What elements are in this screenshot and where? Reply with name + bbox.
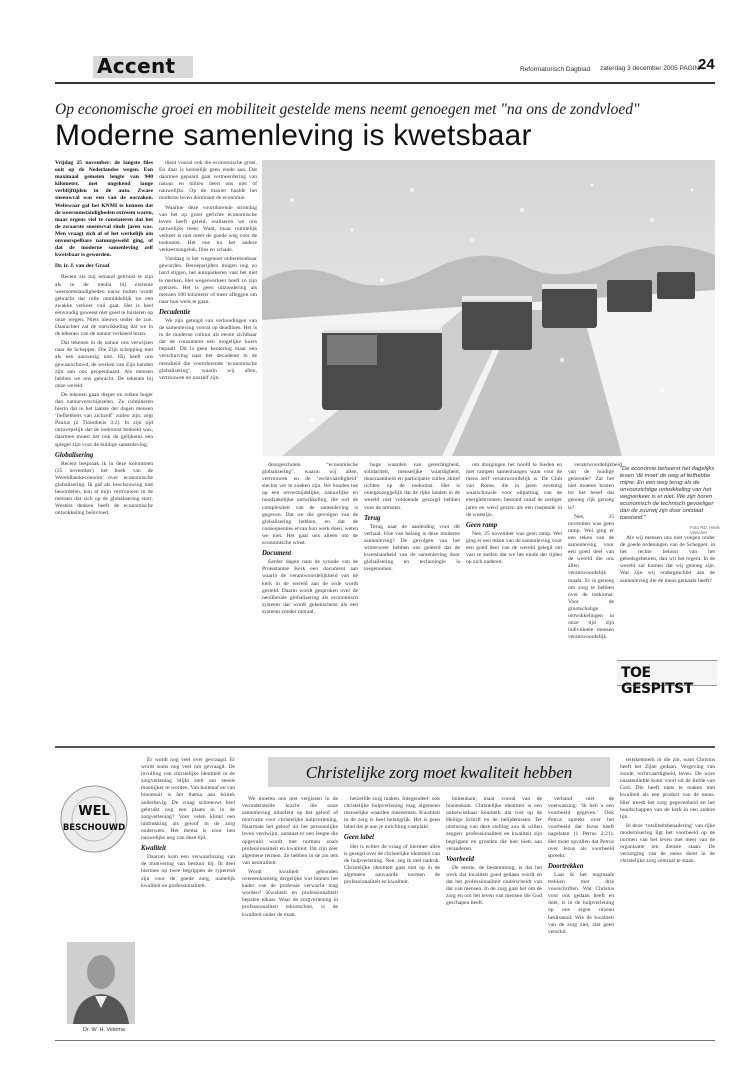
subheading-doortrekken: Doortrekken xyxy=(548,862,584,870)
paragraph: Daarom kom een verwaarlozing van de motivering van bestuur bij. Ik deel hiermee op twee begrippen de typerend zijn voor de goede zorg, namelijk kwaliteit en professionaliteit. xyxy=(141,854,235,889)
bottom-rule xyxy=(55,1040,715,1041)
paragraph: Nee, 25 november was geen ramp. Wel ging er een teken van de samenleving voor een goed deel van de wereld die ons allen verantwoordelijk maakt. Er is genoeg om zorg te hebben over de toekomst. Voor de grootschalige ontwikkelingen in onze tijd zijn individuele mensen verantwoordelijk. xyxy=(568,513,614,641)
article-column-1 xyxy=(55,160,153,740)
article-column-6 xyxy=(568,462,622,740)
paragraph: Eerder dagen nam de synode van de Protestantse Kerk een document aan waarin de verantwoordelijkheid van de kerk in de wereld aan de orde wordt gesteld. Daarin wordt gesproken over de neoliberale globalisering als economisch systeem dat wordt gekenschetst als een systeem zonder moraal. xyxy=(262,559,358,615)
photo-credit: Foto RD, Henk Visscher xyxy=(690,525,720,535)
subheading-decadentie: Decadentie xyxy=(159,308,191,316)
paragraph: De eerste, de bestemming, is dat het werk dat kwaliteit goed gedaan wordt en dat het professionaliteit onderscheidt van dat van mensen. In de zorg gaat het om de zorg en om het leven van mensen die God geschapen heeft. xyxy=(446,864,542,907)
paper-name: Reformatorisch Dagblad xyxy=(520,66,591,73)
paragraph: Terug naar de aanleiding voor dit verhaal. Hoe van belang is deze moderne samenleving? De gevolgen van het winterweer hebben ons geleerd dat de kwetsbaarheid van de samenleving door globalisering en technologie is toegenomen. xyxy=(364,523,460,573)
subheading-globalisering: Globalisering xyxy=(55,451,94,459)
column-col-1 xyxy=(141,757,235,1037)
column-title: Christelijke zorg moet kwaliteit hebben xyxy=(305,763,573,782)
paragraph: om dreigingen het hoofd te bieden en met rampen samenhangen waar voor de mens zelf verantwoordelijk is. De Club van Rome, die in jaren zeventig waarschuwde voor uitputting van de energiebronnen, bestond vanaf de zestiger jaren en werd gezien als een roepende in de woestijn. xyxy=(466,462,562,518)
author-portrait xyxy=(67,942,135,1024)
paragraph: hetzelfde zorg maken. Integendeel: ook christelijke hulpverlening mag algemeen menselijke waarden meenemen. Kwaliteit in de zorg is heel belangrijk. Het is geen label dat je aan je inrichting vastplakt. xyxy=(344,796,440,831)
article-photo-traffic-snow xyxy=(262,160,715,456)
subheading-kwaliteit: Kwaliteit xyxy=(141,845,166,853)
paragraph: dient vooral ook die economische groei. En daar is kennelijk geen einde aan. Dat daarmee gepaard gaat vermeerdering van natuur en milieu deert ons niet of nauwelijks. Op de manier haalde het moderne leven dominant de economie. xyxy=(159,160,257,202)
masthead xyxy=(55,52,715,82)
paragraph: De tekenen gaan dieper en reiken hoger dan natuurverschijnselen. Ze culmineren hierin dat in het laatste der dagen mensen ‘liefhebbers van zichzelf’ zullen zijn, zegt Paulus (2 Timotheüs 3:2). In zijn tijd ontwerpelijk dat de toekomst bedoeld was, daarmee moest het ook de gelijkenis een spiegel zijn voor de huidige samenleving. xyxy=(55,391,153,448)
article-kicker: Op economische groei en mobiliteit gestelde mens neemt genoegen met "na ons de zondvloed" xyxy=(55,101,640,118)
article-byline: Dr. ir. J. van der Graaf xyxy=(55,263,110,270)
subheading-voorbeeld: Voorbeeld xyxy=(446,855,474,863)
article-column-2 xyxy=(159,160,257,740)
paragraph: Recent zei mij iemand getroost te zijn als in de media bij extreme weersomstandigheden nauw buiten wordt gebracht dat rolle onmiddellijk tot een zwakke verkeer vuil gaat. Het is heel eenvoudig geweest niet goed te luisteren op onze wegen. Niets nieuws onder de zon. Daarachter zat de ontwikkeling dat we in de tekenen van de natuur verkeerd lezen. xyxy=(55,274,153,338)
wel-beschouwd-logo xyxy=(59,782,129,856)
subheading-terug: Terug xyxy=(364,514,381,522)
paragraph: Recent bespraak ik in deze kolommen (25 november) het boek van de Wereldbankeconoom over economische globalisering. Ik gaf als beschouwing niet beoordelen, kon al mijn vertrouwen in de mensen dat zich op de globalisering stort. Westers denken heeft de economische ontwikkeling beïnvloed. xyxy=(55,460,153,517)
paragraph: hoge waarden van gerechtigheid, solidariteit, menselijke waardigheid, duurzaamheid en participatie zullen aktief richten op de toekomst. Het is ontegenzeggelijk dat de rijke landen in de wereld niet voldoende gezorgd hebben voor de armsten. xyxy=(364,462,460,511)
traffic-jam-image xyxy=(262,160,715,456)
subheading-document: Document xyxy=(262,550,292,558)
paragraph: verband met de voetwassing: ‘Ik heb u een voorbeeld gegeven.’ Ook Petrus spreekt over het voorbeeld dat Jezus heeft nagelaten (1 Petrus 2:21). Het moet opvallen dat Petrus over Jezus als voorbeeld spreekt. xyxy=(548,796,614,859)
date-line: zaterdag 3 december 2005 PAGINA xyxy=(600,65,704,72)
article-column-3 xyxy=(262,462,358,740)
paragraph: buitenkant, maar vooral van de binnenkant. Christelijke identiteit is een onbetwistbaar kenmerk dat rust op de Heilige Schrift en de belijdenissen. Ter uitsturing van deze stelling zou ik willen zeggen: professionaliteit en kwaliteit zijn begrippen en gronden die hier niets aan veranderen. xyxy=(446,796,542,852)
logo-text-top: WEL xyxy=(78,804,110,819)
subheading-geen-ramp: Geen ramp xyxy=(466,521,498,529)
paragraph: Laat ik het nogmaals trekken met drie voorschriften. Wat Christus voor ons gedaan heeft en doet, is in de hulpverlening op ons eigen niveau beslissend. Wie de kwaliteit van de zorg ziet, ziet geen verschil. xyxy=(548,871,614,935)
paragraph: Nee, 25 november was geen ramp. Wel ging er een teken van de samenleving voor een goed deel van de wereld gelegd om vast te stellen dat we het einde der tijden op zich naderen. xyxy=(466,530,562,566)
article-headline: Moderne samenleving is kwetsbaar xyxy=(55,119,532,152)
paragraph: We moeten ons niet vergissen in de veronderstelde kracht die onze samenleving uitoefent op het geloof of motivatie voor christelijke hulpverlening. Naarmate het geloof uit het persoonlijke leven verdwijnt, ontstaat er een leegte die opgevuld wordt met normen zoals professionaliteit en kwaliteit. Dit zijn zeer algemene termen. Ze hebben in de zin iets van neutraliteit. xyxy=(242,796,338,866)
subheading-geen-label: Geen label xyxy=(344,834,375,842)
column-col-4 xyxy=(446,796,542,1036)
page-number: 24 xyxy=(698,56,715,73)
paragraph: Dat tekenen in de natuur ons verwijzen naar de Schepper. Die Zijn schepping met als een aanwezig niet. Hij heeft ons gewaarschuwd, de werken van Zijn handen zijn aan ons geopenbaard. Als mensen hebben we ons gebracht. De tekenen bij onze wereld. xyxy=(55,340,153,389)
article-column-4 xyxy=(364,462,460,740)
paragraph: Als wij mensen ons niet voegen onder de goede ordeningen van de Schepper, in het rechte beloon van het gebedsgebeuren, dan wil het regent. In de wereld zal komen dat wij genoeg zijn. Wat zijn wij ondergeschikt aan de samenleving die de mens gemaakt heeft? xyxy=(620,535,715,584)
paragraph: verantwoordelijkheid van de huidige generatie? Zal het niet moeten kosten tot het besef dat genoeg rijk genoeg is? xyxy=(568,462,622,511)
column-col-3 xyxy=(344,796,440,1036)
column-col-2 xyxy=(242,796,338,1036)
photo-caption: "De economie beheerst het dagelijks leven ‘dit moet’ de weg af liefhebbe mijne. En een weg terug als de onvoorzichtige ontwikkeling van het wegverkeer is er niet. We zijn horen economisch de technisch gevoeliger dan de zuurwij zijn door ontstaat toestand." xyxy=(620,466,715,521)
author-name: Dr. W. H. Velema xyxy=(83,1027,125,1033)
logo-text-bottom: BESCHOUWD xyxy=(62,823,126,833)
toegespitst-label: TOE GESPITST xyxy=(621,665,693,697)
paragraph: Vandaag is het wegennet onberekenbaar geworden. Beroepsrijders mogen nog zo hard stijgen, het autoparkeren vast het niet te merken. Het wegenverkeer heeft zo zijn grenzen. Het is geen uitzondering als mensen 100 kilometer of meer afleggen om naar hun werk te gaan. xyxy=(159,256,257,305)
article-column-5 xyxy=(466,462,562,740)
column-col-6 xyxy=(620,757,715,1037)
article-column-7 xyxy=(620,535,715,655)
paragraph: We zijn getuigd van verhoudingen van de samenleving vooral op deadlines. Het is in de moderne cultuur als eerste zichtbaar dat de consument een mogelijke koers bepaalt. Dit is geen kentering maar een verschuiving naar het decadente in de mensheid die voortdurende ‘economische globalisering’, waarin wij allen, vertrouwen en onszelf zijn. xyxy=(159,317,257,381)
paragraph: doorgeschoten “economische globalisering”, waarin wij allen, vertrouwen en de ‘rechtvaardigheid’ slechts ver te zoeken zijn. We houden het op een onvermijdelijke, natuurlijke en noodzakelijke ontwikkeling, die wel de complexiteit van de samenleving is gegeven. Dat we die gevolgen van de globalisering hebben, en dat de consequenties ervan hun werk doen, weten we niet. Het gaat ons alleen om de economische winst. xyxy=(262,462,358,547)
paragraph: In deze ‘totaliteitsbenadering’ van rijke modernisering ligt het voorbeeld op de normen van het leven met meer van de organisatie ten dienste staan. De verzorging van de mens dient in de christelijke zorg centraal te staan. xyxy=(620,822,715,865)
paragraph: Het is echter de vraag of hiermee alles is gezegd over de christelijke identiteit van de hulpverlening. Nee, zeg ik met nadruk. Christelijke identiteit gaat niet op in de algemeen aanvaarde normen de professionaliteit en kwaliteit. xyxy=(344,843,440,886)
column-col-5 xyxy=(548,796,614,1036)
paragraph: Wordt kwaliteit gebonden overeenkomstig dergelijke wat binnen het kader van de professie verwacht mag worden? Kwaliteit en professionaliteit bepalen elkaar. Waar de zorgverlening in professionaliteit tekortschiet, is de kwaliteit onder de maat. xyxy=(242,868,338,918)
column-title-banner xyxy=(268,757,610,787)
section-title: Accent xyxy=(97,54,176,78)
paragraph: Er wordt nog veel over gevraagd. Er wordt soms nog veel om gevraagd. De invulling van christelijke identiteit in de zorgverlening blijkt stelt om steeds moeilijker te worden. Van buitenaf en van binnenuit is het thema aan kritiek onderhevig. De vraag schreeuwt heel gebruikt nog een plaats in in de zorgverlening? Voor velen klinkt een uitdrukking als geloof in de zorg ouderwets. Het thema is voor hen nauwelijks nog van deze tijd. xyxy=(141,757,235,842)
article-intro: Vrijdag 25 november: de langste files ooit op de Nederlandse wegen. Een maximaal gemeten lengte van 940 kilometer, met ongekend lange verblijftijden in de auto. Zware sneeuwval was een van de oorzaken. Weliswaar gaf het KNMI te kennen dat de weersomstandigheden extreem waren, maar ergens viel te constateren dat het de zwaarste sneeuwval sinds jaren was. Men vraagt zich af of het werkelijk om onvoorspelbare natuurgeweld ging, of dat de moderne samenleving zelf kwetsbaar is geworden. xyxy=(55,160,153,259)
header-rule xyxy=(55,82,715,84)
portrait-image xyxy=(67,942,135,1024)
paragraph: teitskenmerk in die zin, want Christus heeft het Zijne gedaan. Vergeving van zonde, rechtvaardigheid, leven. De ware naastenliefde komt voort uit de liefde van God. Die heeft niets te maken met kwaliteit als een product van de mens. Hier treedt het zorg gegevenheid en het boodschappen van de kerk in een andere lijn. xyxy=(620,757,715,820)
paragraph: Waartoe deze voortdurende stroming van het op groei gerichte economische leven heeft geleid, realiseren we ons nauwelijks meer. Want, maar ruimtelijk verkeer is niet meer de goede weg voor de toekomst. Het ene na het andere verkeersongeluk, files en schade. xyxy=(159,204,257,254)
toegespitst-logo xyxy=(617,660,717,697)
section-divider xyxy=(55,746,715,748)
